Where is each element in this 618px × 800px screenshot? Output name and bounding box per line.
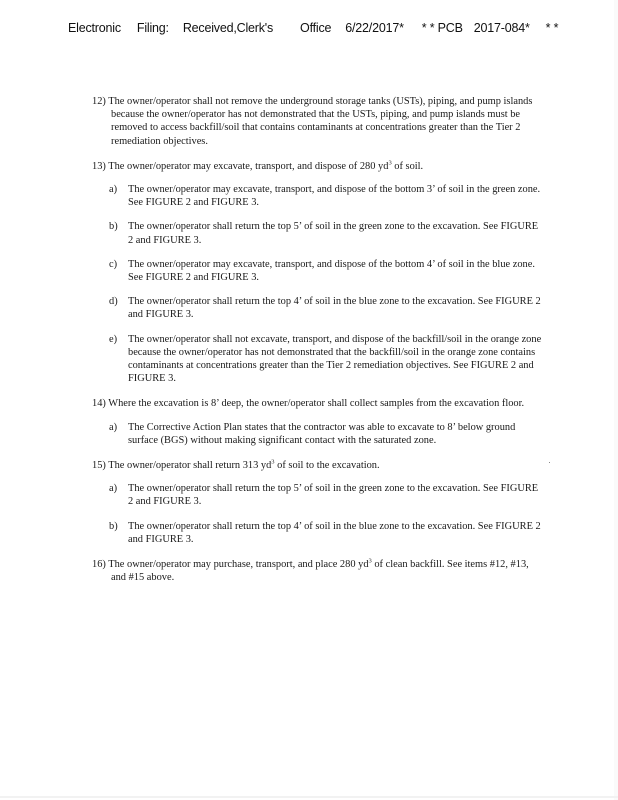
item-15-text: 15) The owner/operator shall return 313 yd [92,460,272,472]
item-12-text: 12) The owner/operator shall not remove the underground storage tanks (USTs), piping, and pump islands because the owner/operator has not demonstrated that the USTs, piping, and pump islands must be removed to access backfill/soil that contains contaminants at concentrations greater than the Tier 2 remediation objectives. [92,96,533,147]
item-13c-text: The owner/operator may excavate, transport, and dispose of the bottom 4’ of soil in the blue zone. See FIGURE 2 and FIGURE 3. [128,258,535,284]
item-15b-label: b) [109,520,118,532]
item-15a-label: a) [109,483,118,495]
item-16-text: 16) The owner/operator may purchase, transport, and place 280 yd [92,559,369,571]
item-13d-label: d) [109,296,118,308]
header-pcb: * * PCB [421,21,463,35]
item-15a [109,482,544,508]
item-16 [92,558,544,584]
item-13d [109,295,544,321]
item-13a-label: a) [109,184,118,196]
item-13-text: 13) The owner/operator may excavate, transport, and dispose of 280 yd [92,160,389,172]
header-docket: 2017-084* [473,21,530,35]
item-13c [109,258,544,284]
scan-edge-right [614,0,618,800]
item-14a-text: The Corrective Action Plan states that the contractor was able to excavate to 8’ below ground surface (BGS) without making significant contact with the saturated zone. [128,421,516,446]
item-13 [92,160,544,173]
item-15 [92,459,544,472]
item-15b [109,520,544,546]
item-15a-text: The owner/operator shall return the top 5’ of soil in the green zone to the excavation. See FIGURE 2 and FIGURE 3. [128,483,539,508]
item-14a-label: a) [109,421,118,433]
item-13b [109,220,544,246]
item-13-superscript: 3 [388,159,392,167]
item-14-text: 14) Where the excavation is 8’ deep, the owner/operator shall collect samples from the excavation floor. [92,398,525,410]
document-body [92,95,544,596]
item-15-text-end: of soil to the excavation. [274,460,380,472]
item-13b-label: b) [109,221,118,233]
item-13e-label: e) [109,333,118,345]
header-received: Received,Clerk's [182,21,274,35]
item-12 [92,95,544,148]
item-14a [109,421,544,447]
header-office: Office [300,21,332,35]
header-filing: Filing: [136,21,169,35]
item-13d-text: The owner/operator shall return the top 4’ of soil in the blue zone to the excavation. See FIGURE 2 and FIGURE 3. [128,296,541,321]
item-13-text-end: of soil. [391,160,424,172]
item-13c-label: c) [109,258,118,270]
scan-speck [549,462,550,463]
header-stars: * * [545,21,559,35]
item-13a [109,183,544,209]
header-date: 6/22/2017* [345,21,404,35]
item-14 [92,397,544,410]
item-13a-text: The owner/operator may excavate, transport, and dispose of the bottom 3’ of soil in the green zone. See FIGURE 2 and FIGURE 3. [128,184,541,209]
item-15-superscript: 3 [271,458,275,466]
item-16-superscript: 3 [368,557,372,565]
header-electronic: Electronic [68,21,121,35]
item-13e [109,333,544,386]
scan-edge-bottom [0,796,618,798]
item-13b-text: The owner/operator shall return the top 5’ of soil in the green zone to the excavation. See FIGURE 2 and FIGURE 3. [128,221,539,246]
item-16-text-end: of clean backfill. See items #12, #13, and #15 above. [111,559,529,584]
item-15b-text: The owner/operator shall return the top 4’ of soil in the blue zone to the excavation. See FIGURE 2 and FIGURE 3. [128,520,541,545]
filing-header [68,21,608,35]
item-13e-text: The owner/operator shall not excavate, transport, and dispose of the backfill/soil in the orange zone because the owner/operator has not demonstrated that the backfill/soil in the orange zone contains contaminants at concentrations greater than the Tier 2 remediation objectives. See FIGURE 2 and FIGURE 3. [128,333,542,385]
